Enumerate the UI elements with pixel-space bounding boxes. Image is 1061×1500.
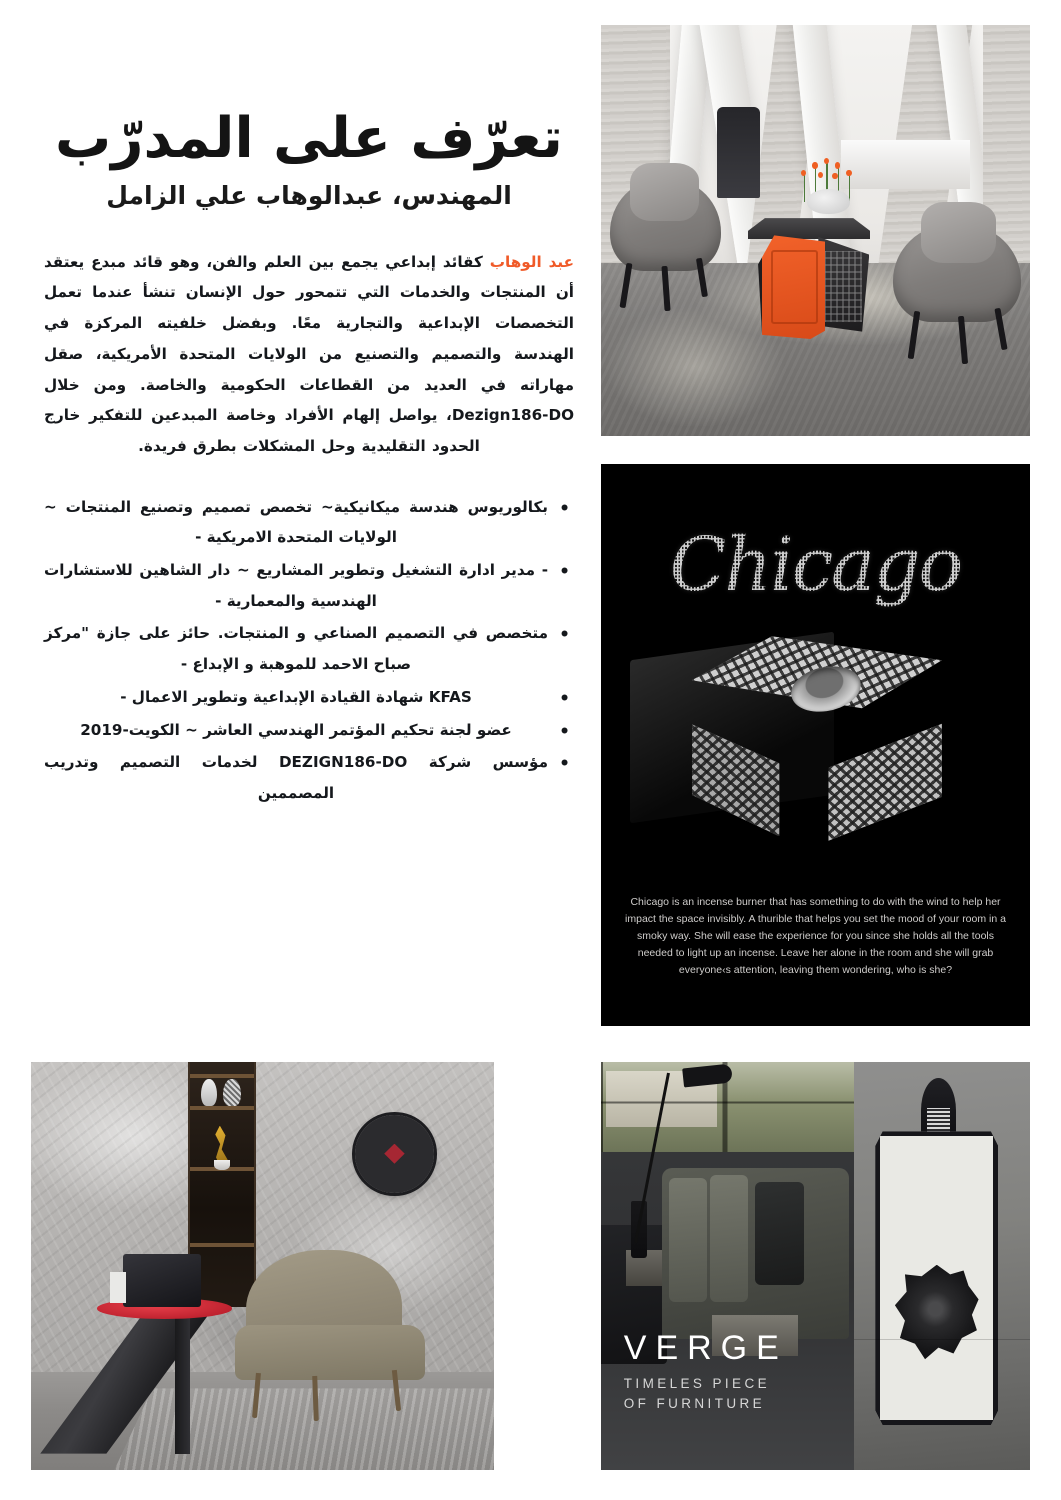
armchair-leg [312,1376,319,1421]
lounge-orange-side-table [751,218,867,341]
cube-left-face [692,715,817,837]
side-table-orange-face [758,235,825,339]
armchair-pillow [630,163,699,221]
espresso-machine [123,1254,201,1307]
credentials-list [44,492,574,809]
black-angular-side-table [40,1307,258,1454]
name-highlight: عبد الوهاب [489,252,574,271]
verge-branding [624,1331,801,1413]
list-item: • - مدير ادارة التشغيل وتطوير المشاريع ~ دار الشاهين للاستشارات الهندسية والمعمارية - [44,555,574,616]
lounge-armchair-left [610,161,722,293]
portfolio-image-lounge-interior [601,25,1030,436]
list-item: • مؤسس شركة DEZIGN186-DO لخدمات التصميم وتدريب المصممين [44,747,574,808]
wall-art-motif [384,1144,404,1164]
chicago-product-render [670,621,953,868]
profile-text-column [44,108,574,811]
black-rose-graphic [895,1265,979,1361]
side-table-leg [175,1316,190,1454]
lamp-shade [683,1063,734,1087]
chicago-logo-text: Chicago [669,522,962,609]
portfolio-image-chicago-incense-burner [601,464,1030,1026]
lounge-armchair-right [893,202,1022,342]
portfolio-image-concrete-room [31,1062,494,1470]
niche-vase-white [201,1079,217,1106]
cube-right-face [775,719,942,841]
side-table-perforated-face [818,233,869,332]
product-perforated-cube [687,636,947,854]
armchair-pillow [921,202,996,263]
portfolio-image-verge-furniture [601,1062,1030,1470]
list-item: • KFAS شهادة القيادة الإبداعية وتطوير الاعمال - [44,682,574,713]
verge-tagline: TIMELES PIECE OF FURNITURE [623,1376,770,1411]
lounge-office-chair [717,107,760,197]
arc-floor-lamp [641,1062,757,1250]
niche-shelf [190,1243,253,1247]
circular-wall-art [355,1115,434,1193]
verge-living-room-scene [601,1062,854,1470]
verge-cabinet-scene [854,1062,1030,1470]
niche-bowl [214,1160,229,1170]
lounge-glass-vase [807,189,850,214]
chicago-caption: Chicago is an incense burner that has something to do with the wind to help her impact the space invisibly. A thurible that helps you set the mood of your room in a smoky way. She will ease the experience for you since she holds all the tools needed to light up an incense. Leave her alone in the room and she will grab everyone‹s attention, leaving them wondering, who is she? [625,895,1006,976]
niche-shelf [190,1074,253,1078]
verge-brand-name: VERGE [623,1329,788,1368]
page-subtitle: المهندس، عبدالوهاب علي الزامل [106,180,512,210]
intro-paragraph-body: كقائد إبداعي يجمع بين العلم والفن، وهو قائد مبدع يعتقد أن المنتجات والخدمات التي تتمحور حول الإنسان تنشأ عندما تعمل التخصصات الإبداعية والتجارية معًا. وبفضل خلفيته المركزة في الهندسة والتصميم والتصنيع من الولايات المتحدة الأمريكية، صقل مهاراته في العديد من القطاعات الحكومية والخاصة. ومن خلال Dezign186-DO، يواصل إلهام الأفراد وخاصة المبدعين للتفكير خارج الحدود التقليدية وحل المشكلات بطرق فريدة. [44,252,574,455]
olive-armchair [235,1250,429,1421]
side-table-top [748,218,871,239]
list-item: • متخصص في التصميم الصناعي و المنتجات. حائز على جازة "مركز صباح الاحمد للموهبة و الإبداع - [44,618,574,679]
chicago-logo [635,509,995,621]
page-title: تعرّف على المدرّب [55,106,563,171]
niche-vase-patterned [223,1079,241,1106]
verge-cabinet [875,1131,998,1425]
intro-paragraph [44,247,574,462]
sofa-throw-pillow [755,1182,804,1285]
niche-shelf [190,1106,253,1110]
list-item: • بكالوريوس هندسة ميكانيكية~ تخصص تصميم وتصنيع المنتجات ~ الولايات المتحدة الامريكية - [44,492,574,553]
list-item: • عضو لجنة تحكيم المؤتمر الهندسي العاشر ~ الكويت-2019 [44,715,574,746]
